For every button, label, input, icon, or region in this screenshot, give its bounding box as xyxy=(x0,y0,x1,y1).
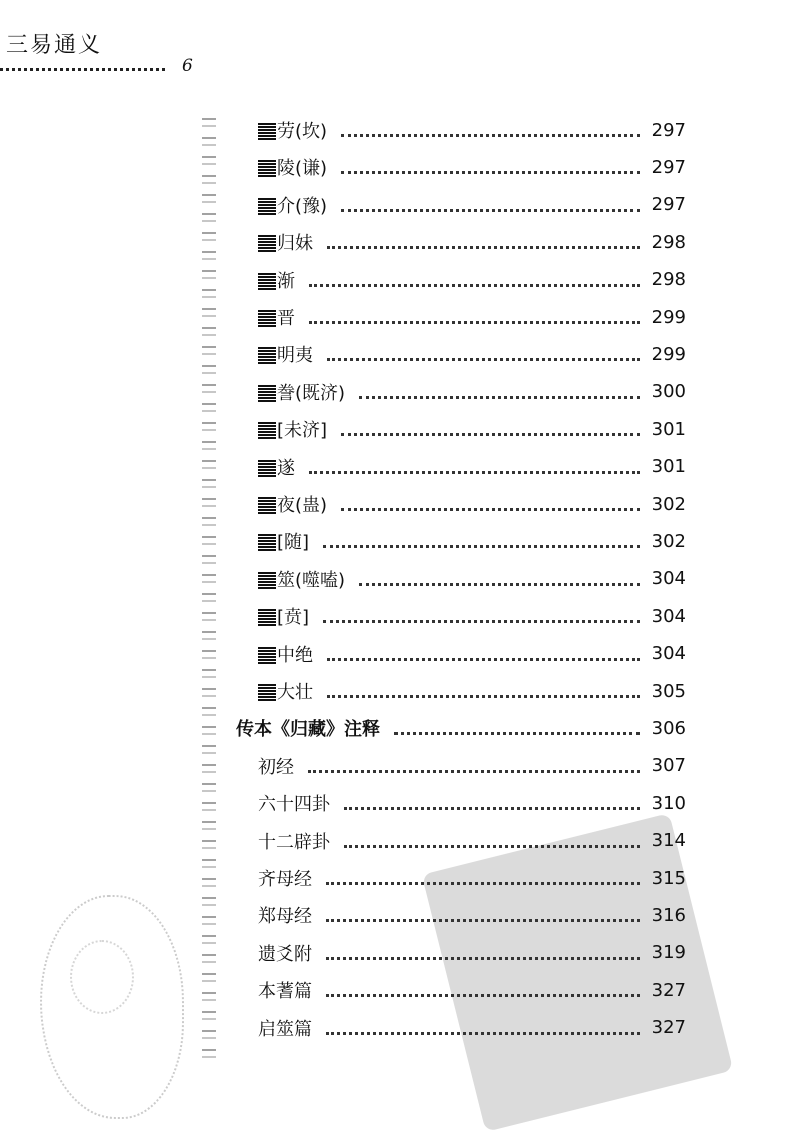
hexagram-icon xyxy=(258,609,276,627)
toc-entry-text: 本蓍篇 xyxy=(258,981,312,1003)
toc-entry-page: 302 xyxy=(651,493,686,515)
toc-entry[interactable] xyxy=(258,411,686,447)
toc-entry-label xyxy=(258,828,330,854)
toc-leader-dots xyxy=(359,396,640,399)
toc-leader-dots xyxy=(341,134,640,137)
toc-entry-page: 304 xyxy=(651,605,686,627)
toc-entry-label xyxy=(258,229,313,255)
toc-entry-text: 大壮 xyxy=(277,682,313,703)
toc-entry[interactable] xyxy=(258,449,686,485)
toc-entry-page: 307 xyxy=(651,755,686,777)
toc-entry-label xyxy=(258,528,309,554)
toc-entry[interactable] xyxy=(258,523,686,559)
hexagram-icon xyxy=(258,198,276,216)
toc-entry-page: 306 xyxy=(651,717,686,739)
toc-entry-text: 齐母经 xyxy=(258,869,312,890)
toc-entry-text: 郑母经 xyxy=(258,906,312,928)
toc-entry-text: 六十四卦 xyxy=(258,794,330,816)
toc-leader-dots xyxy=(323,620,640,623)
toc-leader-dots xyxy=(341,508,640,511)
toc-entry-label xyxy=(258,603,309,629)
page-number: 6 xyxy=(182,56,193,76)
hexagram-icon xyxy=(258,647,276,665)
toc-leader-dots xyxy=(327,246,640,249)
toc-entry-text: 启筮篇 xyxy=(258,1018,312,1040)
toc-leader-dots xyxy=(326,882,640,885)
hexagram-icon xyxy=(258,534,276,552)
toc-leader-dots xyxy=(309,471,640,474)
toc-entry-text: 遂 xyxy=(277,457,295,479)
toc-entry-text: 遗爻附 xyxy=(258,943,312,965)
toc-entry-text: [贲] xyxy=(277,607,310,629)
toc-entry[interactable] xyxy=(258,897,686,933)
toc-entry-page: 300 xyxy=(651,381,686,403)
toc-entry-page: 327 xyxy=(651,1017,686,1039)
toc-entry-text: 筮(噬嗑) xyxy=(277,569,346,591)
toc-entry-label xyxy=(258,790,330,816)
toc-leader-dots xyxy=(327,695,640,698)
toc-entry-label xyxy=(258,940,312,966)
hexagram-icon xyxy=(258,684,276,702)
toc-entry-label xyxy=(258,902,312,928)
toc-entry[interactable] xyxy=(258,935,686,971)
toc-entry[interactable] xyxy=(258,262,686,298)
toc-entry-text: [随] xyxy=(277,532,310,554)
hexagram-icon xyxy=(258,273,276,291)
toc-entry[interactable] xyxy=(258,486,686,522)
toc-entry[interactable] xyxy=(258,299,686,335)
decorative-border xyxy=(202,118,216,1058)
toc-entry-label xyxy=(258,454,295,480)
hexagram-icon xyxy=(258,123,276,141)
toc-entry-label xyxy=(258,379,345,405)
toc-entry-label xyxy=(258,753,294,779)
toc-entry-text: 明夷 xyxy=(277,345,313,367)
toc-entry[interactable] xyxy=(258,336,686,372)
decorative-swirl-inner xyxy=(70,940,134,1014)
toc-entry-page: 299 xyxy=(651,343,686,365)
toc-entry-page: 301 xyxy=(651,418,686,440)
toc-entry[interactable] xyxy=(236,710,686,746)
toc-leader-dots xyxy=(344,845,640,848)
toc-entry-label xyxy=(258,977,312,1003)
toc-leader-dots xyxy=(327,358,640,361)
toc-entry[interactable] xyxy=(258,785,686,821)
toc-leader-dots xyxy=(341,433,640,436)
toc-leader-dots xyxy=(326,994,640,997)
toc-entry-page: 302 xyxy=(651,530,686,552)
toc-leader-dots xyxy=(327,658,640,661)
toc-entry-label xyxy=(236,715,380,741)
hexagram-icon xyxy=(258,310,276,328)
toc-entry-text: 归妹 xyxy=(277,233,313,255)
toc-entry[interactable] xyxy=(258,149,686,185)
toc-entry-text: 陵(谦) xyxy=(277,158,328,180)
toc-entry-label xyxy=(258,1015,312,1041)
hexagram-icon xyxy=(258,385,276,403)
hexagram-icon xyxy=(258,497,276,515)
header-dotted-rule xyxy=(0,56,165,71)
toc-entry-label xyxy=(258,678,313,704)
toc-entry-text: 十二辟卦 xyxy=(258,831,330,853)
toc-entry-label xyxy=(258,267,295,293)
toc-entry-text: 初经 xyxy=(258,756,294,778)
toc-leader-dots xyxy=(341,209,640,212)
toc-entry-page: 310 xyxy=(651,792,686,814)
toc-entry-text: 介(豫) xyxy=(277,195,328,217)
toc-entry-label xyxy=(258,154,327,180)
toc-leader-dots xyxy=(326,1032,640,1035)
book-title: 三易通义 xyxy=(6,33,103,58)
toc-entry-label xyxy=(258,117,327,143)
hexagram-icon xyxy=(258,160,276,178)
toc-entry-text: 晋 xyxy=(277,308,295,329)
toc-leader-dots xyxy=(394,732,640,735)
toc-entry[interactable] xyxy=(258,673,686,709)
toc-entry-page: 298 xyxy=(651,269,686,291)
toc-leader-dots xyxy=(323,545,640,548)
toc-entry-page: 315 xyxy=(651,867,686,889)
toc-entry-page: 297 xyxy=(651,119,686,141)
toc-leader-dots xyxy=(308,770,640,773)
page-header xyxy=(0,0,789,80)
toc-entry-text: 中绝 xyxy=(277,644,313,666)
toc-entry[interactable] xyxy=(258,972,686,1008)
hexagram-icon xyxy=(258,347,276,365)
hexagram-icon xyxy=(258,422,276,440)
toc-entry-page: 301 xyxy=(651,456,686,478)
toc-entry-label xyxy=(258,491,327,517)
toc-entry[interactable] xyxy=(258,860,686,896)
toc-entry-page: 316 xyxy=(651,904,686,926)
toc-entry-page: 297 xyxy=(651,194,686,216)
toc-entry-text: 誊(既济) xyxy=(277,382,346,404)
toc-entry-text: 传本《归藏》注释 xyxy=(236,719,380,741)
toc-leader-dots xyxy=(326,957,640,960)
toc-entry[interactable] xyxy=(258,112,686,148)
toc-entry-label xyxy=(258,416,327,442)
toc-entry[interactable] xyxy=(258,374,686,410)
toc-entry-page: 327 xyxy=(651,979,686,1001)
toc-entry[interactable] xyxy=(258,187,686,223)
toc-leader-dots xyxy=(326,919,640,922)
toc-entry-page: 304 xyxy=(651,568,686,590)
toc-leader-dots xyxy=(309,321,640,324)
toc-entry-page: 319 xyxy=(651,942,686,964)
toc-entry-label xyxy=(258,641,313,667)
toc-leader-dots xyxy=(309,284,640,287)
toc-entry-label xyxy=(258,865,312,891)
hexagram-icon xyxy=(258,572,276,590)
toc-entry[interactable] xyxy=(258,748,686,784)
toc-entry[interactable] xyxy=(258,823,686,859)
toc-entry[interactable] xyxy=(258,224,686,260)
toc-entry-text: [未济] xyxy=(277,420,328,442)
toc-leader-dots xyxy=(341,171,640,174)
toc-entry[interactable] xyxy=(258,636,686,672)
toc-entry-page: 298 xyxy=(651,231,686,253)
hexagram-icon xyxy=(258,460,276,478)
toc-entry-text: 劳(坎) xyxy=(277,121,328,142)
toc-entry[interactable] xyxy=(258,561,686,597)
toc-entry-text: 夜(蛊) xyxy=(277,495,328,516)
toc-entry-label xyxy=(258,304,295,330)
toc-entry-text: 渐 xyxy=(277,270,295,292)
toc-entry[interactable] xyxy=(258,598,686,634)
toc-entry-page: 314 xyxy=(651,830,686,852)
toc-entry-page: 305 xyxy=(651,680,686,702)
hexagram-icon xyxy=(258,235,276,253)
toc-entry-label xyxy=(258,192,327,218)
toc-leader-dots xyxy=(344,807,640,810)
toc-entry-page: 304 xyxy=(651,643,686,665)
toc-entry-page: 297 xyxy=(651,156,686,178)
toc-entry-label xyxy=(258,566,345,592)
toc-leader-dots xyxy=(359,583,640,586)
toc-entry-page: 299 xyxy=(651,306,686,328)
toc-entry[interactable] xyxy=(258,1010,686,1046)
toc-entry-label xyxy=(258,341,313,367)
